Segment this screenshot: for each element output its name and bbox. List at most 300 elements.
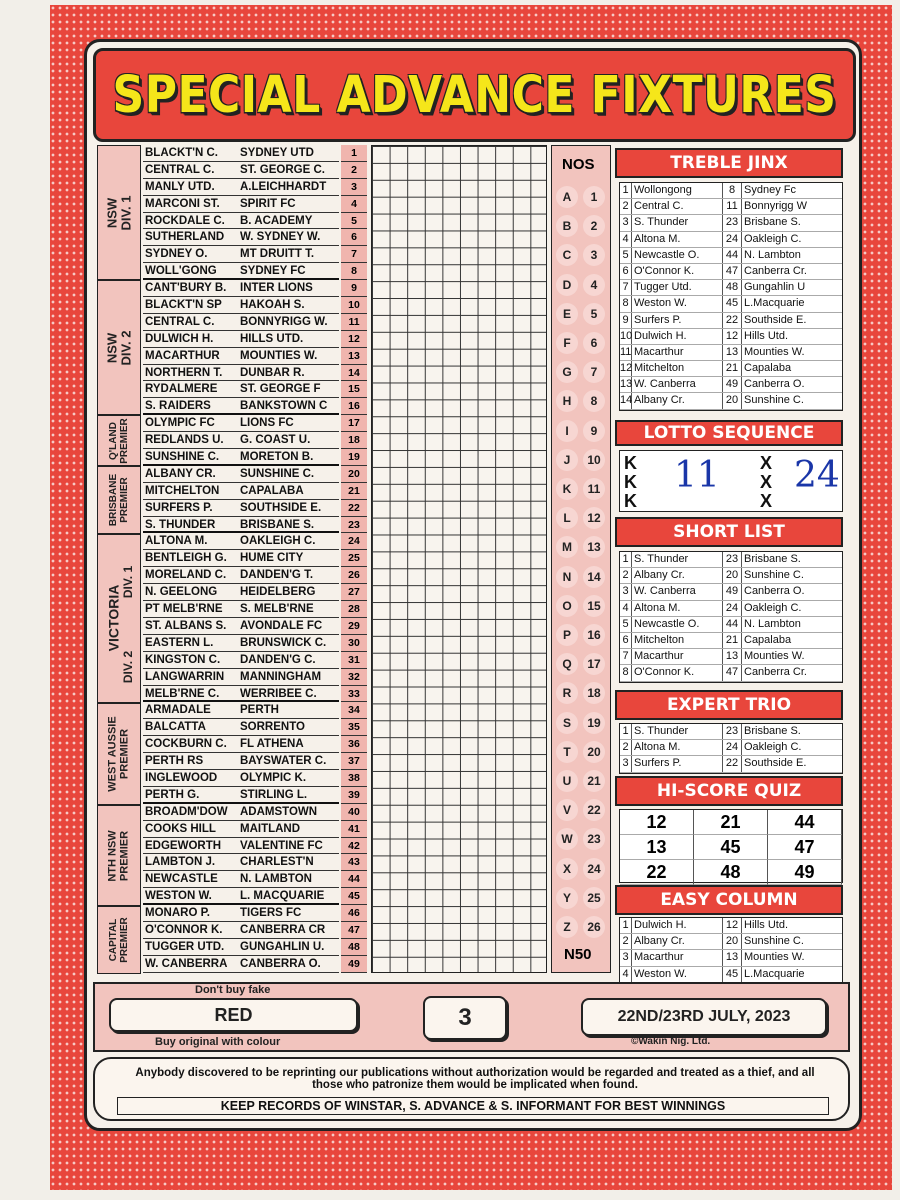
table-row bbox=[620, 313, 842, 329]
team-name: Albany Cr. bbox=[632, 393, 723, 408]
fixture-row bbox=[143, 702, 339, 719]
fixture-number: 37 bbox=[341, 753, 367, 770]
fixture-row bbox=[143, 804, 339, 821]
row-number: 11 bbox=[723, 199, 742, 214]
home-team: PERTH RS bbox=[145, 755, 204, 768]
fixture-row bbox=[143, 770, 339, 787]
team-name: Canberra Cr. bbox=[744, 264, 807, 277]
team-name: Mitchelton bbox=[632, 361, 723, 376]
away-team: BANKSTOWN C bbox=[240, 400, 328, 413]
quiz-number: 13 bbox=[620, 835, 694, 860]
fixture-row bbox=[143, 550, 339, 567]
away-team: HUME CITY bbox=[240, 552, 304, 565]
team-name: L.Macquarie bbox=[744, 297, 805, 310]
away-team: SORRENTO bbox=[240, 721, 305, 734]
away-team: GUNGAHLIN U. bbox=[240, 940, 325, 953]
away-team: INTER LIONS bbox=[240, 282, 313, 295]
team-name: Oakleigh C. bbox=[744, 601, 802, 614]
fixture-row bbox=[143, 432, 339, 449]
fake-note: Don't buy fake bbox=[195, 984, 271, 996]
row-number: 2 bbox=[620, 568, 632, 583]
row-number: 1 bbox=[620, 724, 632, 739]
home-team: MARCONI ST. bbox=[145, 197, 220, 210]
table-row bbox=[620, 215, 842, 231]
group-label: BRISBANE PREMIER bbox=[108, 473, 131, 527]
away-team: MAITLAND bbox=[240, 822, 301, 835]
team-name: Brisbane S. bbox=[744, 216, 801, 229]
row-number: 8 bbox=[723, 183, 742, 198]
fixture-number: 47 bbox=[341, 922, 367, 939]
table-row bbox=[620, 264, 842, 280]
short-list-header: SHORT LIST bbox=[615, 517, 843, 547]
row-number: 5 bbox=[620, 248, 632, 263]
home-team: ALTONA M. bbox=[145, 535, 208, 548]
letter-circle: G bbox=[556, 361, 578, 383]
table-row bbox=[620, 280, 842, 296]
fixture-row bbox=[143, 533, 339, 550]
fixture-row bbox=[143, 145, 339, 162]
away-team: MT DRUITT T. bbox=[240, 248, 315, 261]
fixture-number: 27 bbox=[341, 584, 367, 601]
row-number: 7 bbox=[620, 649, 632, 664]
quiz-number: 47 bbox=[768, 835, 842, 860]
row-number: 23 bbox=[723, 552, 742, 567]
easy-column-table bbox=[619, 917, 843, 984]
team-name: Bonnyrigg W bbox=[744, 200, 807, 213]
away-team: PERTH bbox=[240, 704, 279, 717]
home-team: BALCATTA bbox=[145, 721, 206, 734]
row-number: 2 bbox=[620, 934, 632, 949]
row-number: 49 bbox=[723, 584, 742, 599]
away-team: BAYSWATER C. bbox=[240, 755, 327, 768]
home-team: REDLANDS U. bbox=[145, 434, 224, 447]
away-team: MORETON B. bbox=[240, 451, 314, 464]
fixture-number: 19 bbox=[341, 449, 367, 466]
team-name: L.Macquarie bbox=[744, 967, 805, 980]
group-nsw-div2 bbox=[97, 280, 141, 415]
quiz-number: 12 bbox=[620, 810, 694, 835]
fixture-number: 26 bbox=[341, 567, 367, 584]
letter-circle: F bbox=[556, 332, 578, 354]
row-number: 20 bbox=[723, 393, 742, 408]
row-number: 24 bbox=[723, 601, 742, 616]
row-number: 21 bbox=[723, 361, 742, 376]
team-name: Altona M. bbox=[632, 232, 723, 247]
group-label: NSW DIV. 2 bbox=[104, 330, 133, 365]
team-name: N. Lambton bbox=[744, 617, 801, 630]
fixture-number: 32 bbox=[341, 669, 367, 686]
row-number: 20 bbox=[723, 934, 742, 949]
fixture-number: 36 bbox=[341, 736, 367, 753]
bottom-bar bbox=[93, 982, 850, 1052]
team-name: Sunshine C. bbox=[744, 394, 804, 407]
team-name: Capalaba bbox=[744, 633, 792, 646]
reprint-warning: Anybody discovered to be reprinting our publications without authorization would be regarded and treated as a thief, and all those who patronize them would be implicated when found. bbox=[135, 1067, 815, 1091]
row-number: 3 bbox=[620, 584, 632, 599]
fixture-number: 3 bbox=[341, 179, 367, 196]
lotto-k: K bbox=[624, 491, 637, 511]
team-name: Oakleigh C. bbox=[744, 232, 802, 245]
away-team: SUNSHINE C. bbox=[240, 467, 315, 480]
lotto-sequence-header: LOTTO SEQUENCE bbox=[615, 420, 843, 446]
table-row bbox=[620, 568, 842, 584]
home-team: LAMBTON J. bbox=[145, 856, 216, 869]
row-number: 13 bbox=[723, 950, 742, 965]
number-circle: 4 bbox=[583, 274, 605, 296]
table-row bbox=[620, 918, 842, 934]
row-number: 12 bbox=[620, 361, 632, 376]
number-circle: 23 bbox=[583, 828, 605, 850]
row-number: 5 bbox=[620, 617, 632, 632]
team-name: W. Canberra bbox=[632, 584, 723, 599]
away-team: STIRLING L. bbox=[240, 788, 308, 801]
team-name: Canberra Cr. bbox=[744, 666, 807, 679]
number-circle: 14 bbox=[583, 566, 605, 588]
fixture-number: 42 bbox=[341, 838, 367, 855]
home-team: EDGEWORTH bbox=[145, 839, 222, 852]
team-name: Southside E. bbox=[744, 757, 807, 770]
row-number: 45 bbox=[723, 967, 742, 982]
fixture-number: 10 bbox=[341, 297, 367, 314]
number-circle: 6 bbox=[583, 332, 605, 354]
fixture-row bbox=[143, 601, 339, 618]
row-number: 13 bbox=[723, 345, 742, 360]
row-number: 47 bbox=[723, 665, 742, 680]
quiz-number: 44 bbox=[768, 810, 842, 835]
fixture-number: 39 bbox=[341, 787, 367, 804]
letter-circle: U bbox=[556, 770, 578, 792]
row-number: 22 bbox=[723, 756, 742, 771]
fixture-row bbox=[143, 196, 339, 213]
original-note: Buy original with colour bbox=[155, 1036, 281, 1048]
team-name: S. Thunder bbox=[632, 552, 723, 567]
row-number: 13 bbox=[723, 649, 742, 664]
team-name: Brisbane S. bbox=[744, 725, 801, 737]
fixture-number: 9 bbox=[341, 280, 367, 297]
fixture-row bbox=[143, 956, 339, 973]
team-name: Altona M. bbox=[632, 601, 723, 616]
away-team: G. COAST U. bbox=[240, 434, 311, 447]
home-team: WESTON W. bbox=[145, 890, 212, 903]
fixture-number: 35 bbox=[341, 719, 367, 736]
letter-circle: M bbox=[556, 536, 578, 558]
away-team: OLYMPIC K. bbox=[240, 771, 307, 784]
team-name: Southside E. bbox=[744, 313, 807, 326]
table-row bbox=[620, 756, 842, 772]
fixture-number: 20 bbox=[341, 466, 367, 483]
fixture-number: 7 bbox=[341, 246, 367, 263]
team-name: S. Thunder bbox=[632, 724, 723, 739]
fixture-number: 46 bbox=[341, 905, 367, 922]
team-name: Mounties W. bbox=[744, 650, 805, 663]
row-number: 9 bbox=[620, 313, 632, 328]
number-circle: 7 bbox=[583, 361, 605, 383]
page-title: SPECIAL ADVANCE FIXTURES bbox=[112, 65, 837, 125]
letter-circle: I bbox=[556, 420, 578, 442]
away-team: SYDNEY FC bbox=[240, 265, 306, 278]
away-team: OAKLEIGH C. bbox=[240, 535, 316, 548]
expert-trio-table bbox=[619, 723, 843, 774]
row-number: 3 bbox=[620, 756, 632, 771]
home-team: W. CANBERRA bbox=[145, 957, 228, 970]
home-team: SUTHERLAND bbox=[145, 231, 225, 244]
home-team: ALBANY CR. bbox=[145, 467, 216, 480]
home-team: EASTERN L. bbox=[145, 636, 214, 649]
home-team: MELB'RNE C. bbox=[145, 687, 220, 700]
fixture-row bbox=[143, 854, 339, 871]
fixture-number: 22 bbox=[341, 500, 367, 517]
letter-circle: D bbox=[556, 274, 578, 296]
number-circle: 9 bbox=[583, 420, 605, 442]
fixture-number: 16 bbox=[341, 398, 367, 415]
easy-column-header: EASY COLUMN bbox=[615, 885, 843, 915]
lotto-k: K bbox=[624, 453, 637, 473]
letter-circle: R bbox=[556, 682, 578, 704]
row-number: 1 bbox=[620, 183, 632, 198]
home-team: MANLY UTD. bbox=[145, 180, 215, 193]
away-team: FL ATHENA bbox=[240, 738, 304, 751]
away-team: SYDNEY UTD bbox=[240, 147, 314, 159]
table-row bbox=[620, 934, 842, 950]
row-number: 1 bbox=[620, 918, 632, 933]
home-team: BROADM'DOW bbox=[145, 805, 228, 818]
handwritten-number: 24 bbox=[794, 455, 840, 496]
fixture-number: 48 bbox=[341, 939, 367, 956]
row-number: 24 bbox=[723, 232, 742, 247]
home-team: NORTHERN T. bbox=[145, 366, 223, 379]
quiz-number: 49 bbox=[768, 860, 842, 885]
letter-circle: B bbox=[556, 215, 578, 237]
group-victoria bbox=[97, 534, 141, 703]
records-note: KEEP RECORDS OF WINSTAR, S. ADVANCE & S. INFORMANT FOR BEST WINNINGS bbox=[117, 1097, 829, 1115]
home-team: S. THUNDER bbox=[145, 518, 216, 531]
home-team: ARMADALE bbox=[145, 704, 211, 717]
team-name: Macarthur bbox=[632, 649, 723, 664]
away-team: DUNBAR R. bbox=[240, 366, 305, 379]
fixture-row bbox=[143, 584, 339, 601]
home-team: CANT'BURY B. bbox=[145, 282, 227, 295]
away-team: B. ACADEMY bbox=[240, 214, 313, 227]
fixture-number: 12 bbox=[341, 331, 367, 348]
away-team: CHARLEST'N bbox=[240, 856, 314, 869]
fixture-number: 24 bbox=[341, 533, 367, 550]
row-number: 20 bbox=[723, 568, 742, 583]
quiz-number: 21 bbox=[694, 810, 768, 835]
row-number: 7 bbox=[620, 280, 632, 295]
number-circle: 3 bbox=[583, 244, 605, 266]
away-team: SOUTHSIDE E. bbox=[240, 501, 322, 514]
fixture-row bbox=[143, 246, 339, 263]
letter-circle: E bbox=[556, 303, 578, 325]
table-row bbox=[620, 552, 842, 568]
fixture-number: 14 bbox=[341, 365, 367, 382]
team-name: W. Canberra bbox=[632, 377, 723, 392]
team-name: Mounties W. bbox=[744, 951, 805, 964]
team-name: Newcastle O. bbox=[632, 617, 723, 632]
row-number: 3 bbox=[620, 215, 632, 230]
table-row bbox=[620, 361, 842, 377]
fixture-row bbox=[143, 686, 339, 703]
fixture-row bbox=[143, 618, 339, 635]
row-number: 4 bbox=[620, 967, 632, 982]
team-name: S. Thunder bbox=[632, 215, 723, 230]
row-number: 12 bbox=[723, 918, 742, 933]
table-row bbox=[620, 248, 842, 264]
letter-circle: T bbox=[556, 741, 578, 763]
home-team: DULWICH H. bbox=[145, 332, 214, 345]
number-circle: 22 bbox=[583, 799, 605, 821]
away-team: CAPALABA bbox=[240, 484, 304, 497]
number-circle: 25 bbox=[583, 887, 605, 909]
letter-circle: X bbox=[556, 858, 578, 880]
table-row bbox=[620, 665, 842, 681]
fixture-number: 44 bbox=[341, 871, 367, 888]
fixture-number: 21 bbox=[341, 483, 367, 500]
lotto-x: X bbox=[760, 472, 773, 492]
letter-circle: Z bbox=[556, 916, 578, 938]
team-name: Surfers P. bbox=[632, 756, 723, 771]
home-team: COCKBURN C. bbox=[145, 738, 227, 751]
table-row bbox=[620, 633, 842, 649]
away-team: BRUNSWICK C. bbox=[240, 636, 327, 649]
away-team: WERRIBEE C. bbox=[240, 687, 317, 700]
treble-jinx-table bbox=[619, 182, 843, 411]
fixtures-list bbox=[143, 145, 339, 973]
number-circle: 26 bbox=[583, 916, 605, 938]
home-team: PERTH G. bbox=[145, 788, 200, 801]
row-number: 21 bbox=[723, 633, 742, 648]
copyright: ©Wakin Nig. Ltd. bbox=[631, 1036, 711, 1047]
issue-number: 3 bbox=[423, 996, 507, 1040]
hi-score-grid bbox=[619, 809, 843, 883]
group-label: CAPITAL PREMIER bbox=[108, 917, 130, 963]
fixture-row bbox=[143, 736, 339, 753]
letter-circle: K bbox=[556, 478, 578, 500]
row-number: 13 bbox=[620, 377, 632, 392]
fixture-row bbox=[143, 888, 339, 905]
number-circle: 15 bbox=[583, 595, 605, 617]
fixture-numbers bbox=[341, 145, 367, 973]
hi-score-header: HI-SCORE QUIZ bbox=[615, 776, 843, 806]
row-number: 14 bbox=[620, 393, 632, 408]
row-number: 10 bbox=[620, 329, 632, 344]
home-team: BLACKT'N SP bbox=[145, 299, 222, 312]
fixture-row bbox=[143, 905, 339, 922]
team-name: Dulwich H. bbox=[632, 329, 723, 344]
team-name: Oakleigh C. bbox=[744, 741, 802, 754]
home-team: OLYMPIC FC bbox=[145, 417, 215, 430]
away-team: CANBERRA O. bbox=[240, 957, 321, 970]
number-circle: 11 bbox=[583, 478, 605, 500]
away-team: TIGERS FC bbox=[240, 907, 302, 920]
number-circle: 10 bbox=[583, 449, 605, 471]
fixture-row bbox=[143, 821, 339, 838]
fixture-row bbox=[143, 567, 339, 584]
quiz-number: 45 bbox=[694, 835, 768, 860]
letter-circle: V bbox=[556, 799, 578, 821]
lotto-x: X bbox=[760, 453, 773, 473]
row-number: 44 bbox=[723, 617, 742, 632]
fixture-number: 13 bbox=[341, 348, 367, 365]
table-row bbox=[620, 617, 842, 633]
fixture-number: 5 bbox=[341, 213, 367, 230]
fixture-row bbox=[143, 939, 339, 956]
group-capital bbox=[97, 906, 141, 974]
fixture-sheet bbox=[50, 5, 892, 1190]
letter-circle: Q bbox=[556, 653, 578, 675]
fixture-row bbox=[143, 365, 339, 382]
letter-circle: P bbox=[556, 624, 578, 646]
number-circle: 13 bbox=[583, 536, 605, 558]
fixture-number: 28 bbox=[341, 601, 367, 618]
group-label: DIV. 1 bbox=[121, 565, 136, 599]
letter-circle: L bbox=[556, 507, 578, 529]
fixture-row bbox=[143, 263, 339, 280]
table-row bbox=[620, 329, 842, 345]
fixture-row bbox=[143, 517, 339, 534]
fixture-row bbox=[143, 213, 339, 230]
home-team: PT MELB'RNE bbox=[145, 603, 223, 616]
title-banner bbox=[93, 48, 856, 142]
sheet-inner bbox=[84, 39, 862, 1131]
row-number: 23 bbox=[723, 724, 742, 739]
fixture-number: 6 bbox=[341, 229, 367, 246]
fixture-number: 34 bbox=[341, 702, 367, 719]
away-team: ST. GEORGE C. bbox=[240, 163, 325, 176]
fixture-row bbox=[143, 719, 339, 736]
group-label: NSW DIV. 1 bbox=[104, 195, 133, 230]
table-row bbox=[620, 967, 842, 983]
fixture-number: 30 bbox=[341, 635, 367, 652]
away-team: HAKOAH S. bbox=[240, 299, 305, 312]
fixture-number: 49 bbox=[341, 956, 367, 973]
away-team: W. SYDNEY W. bbox=[240, 231, 321, 244]
letter-circle: A bbox=[556, 186, 578, 208]
home-team: MONARO P. bbox=[145, 907, 210, 920]
away-team: AVONDALE FC bbox=[240, 619, 323, 632]
home-team: INGLEWOOD bbox=[145, 771, 218, 784]
fixture-number: 8 bbox=[341, 263, 367, 280]
fixture-row bbox=[143, 179, 339, 196]
team-name: Gungahlin U bbox=[744, 281, 806, 294]
table-row bbox=[620, 345, 842, 361]
team-name: Hills Utd. bbox=[744, 329, 789, 342]
number-circle: 21 bbox=[583, 770, 605, 792]
away-team: HEIDELBERG bbox=[240, 586, 316, 599]
home-team: CENTRAL C. bbox=[145, 163, 215, 176]
expert-trio-header: EXPERT TRIO bbox=[615, 690, 843, 720]
home-team: RYDALMERE bbox=[145, 383, 218, 396]
group-qland bbox=[97, 415, 141, 466]
home-team: COOKS HILL bbox=[145, 822, 216, 835]
number-circle: 8 bbox=[583, 390, 605, 412]
team-name: Hills Utd. bbox=[744, 919, 789, 931]
table-row bbox=[620, 584, 842, 600]
home-team: ROCKDALE C. bbox=[145, 214, 225, 227]
fixture-number: 29 bbox=[341, 618, 367, 635]
away-team: BRISBANE S. bbox=[240, 518, 315, 531]
lotto-k: K bbox=[624, 472, 637, 492]
fixture-row bbox=[143, 787, 339, 804]
fixture-row bbox=[143, 297, 339, 314]
group-label: DIV. 2 bbox=[121, 650, 136, 684]
team-name: Central C. bbox=[632, 199, 723, 214]
away-team: N. LAMBTON bbox=[240, 873, 312, 886]
table-row bbox=[620, 649, 842, 665]
fixture-row bbox=[143, 348, 339, 365]
number-circle: 19 bbox=[583, 712, 605, 734]
fixture-row bbox=[143, 229, 339, 246]
